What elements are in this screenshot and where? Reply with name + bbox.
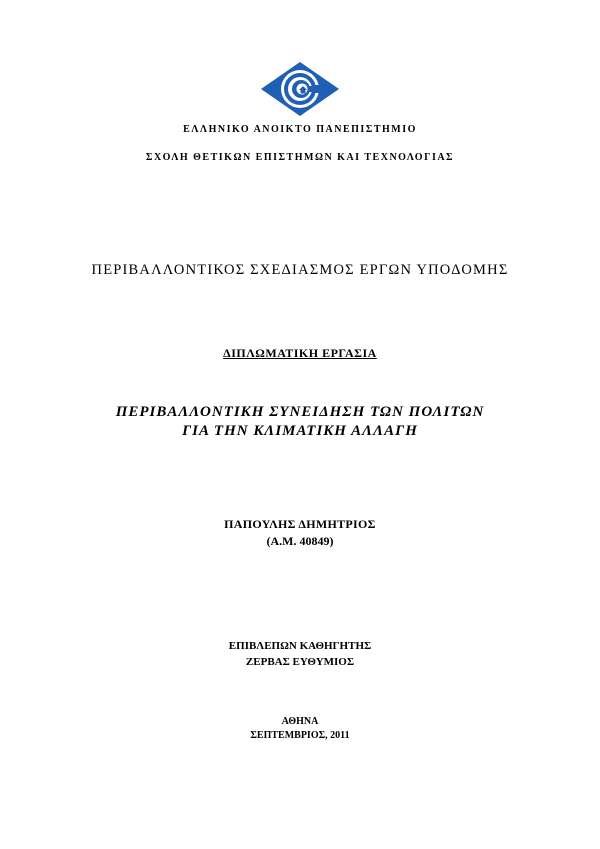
school-name: ΣΧΟΛΗ ΘΕΤΙΚΩΝ ΕΠΙΣΤΗΜΩΝ ΚΑΙ ΤΕΧΝΟΛΟΓΙΑΣ (145, 152, 455, 163)
hellenic-open-university-logo-icon (261, 62, 339, 116)
thesis-title-line-2: ΓΙΑ ΤΗΝ ΚΛΙΜΑΤΙΚΗ ΑΛΛΑΓΗ (182, 423, 418, 439)
program-name: ΠΕΡΙΒΑΛΛΟΝΤΙΚΟΣ ΣΧΕΔΙΑΣΜΟΣ ΕΡΓΩΝ ΥΠΟΔΟΜΗΣ (91, 262, 509, 278)
university-name: ΕΛΛΗΝΙΚΟ ΑΝΟΙΚΤΟ ΠΑΝΕΠΙΣΤΗΜΙΟ (183, 124, 417, 135)
date: ΣΕΠΤΕΜΒΡΙΟΣ, 2011 (250, 730, 350, 741)
author-name: ΠΑΠΟΥΛΗΣ ΔΗΜΗΤΡΙΟΣ (224, 517, 376, 531)
supervisor-name: ΖΕΡΒΑΣ ΕΥΘΥΜΙΟΣ (245, 656, 355, 668)
thesis-label: ΔΙΠΛΩΜΑΤΙΚΗ ΕΡΓΑΣΙΑ (223, 346, 377, 360)
thesis-title-line-1: ΠΕΡΙΒΑΛΛΟΝΤΙΚΗ ΣΥΝΕΙΔΗΣΗ ΤΩΝ ΠΟΛΙΤΩΝ (115, 404, 485, 420)
author-registration-number: (Α.Μ. 40849) (266, 534, 334, 548)
supervisor-label: ΕΠΙΒΛΕΠΩΝ ΚΑΘΗΓΗΤΗΣ (228, 640, 372, 652)
place: ΑΘΗΝΑ (281, 716, 319, 727)
